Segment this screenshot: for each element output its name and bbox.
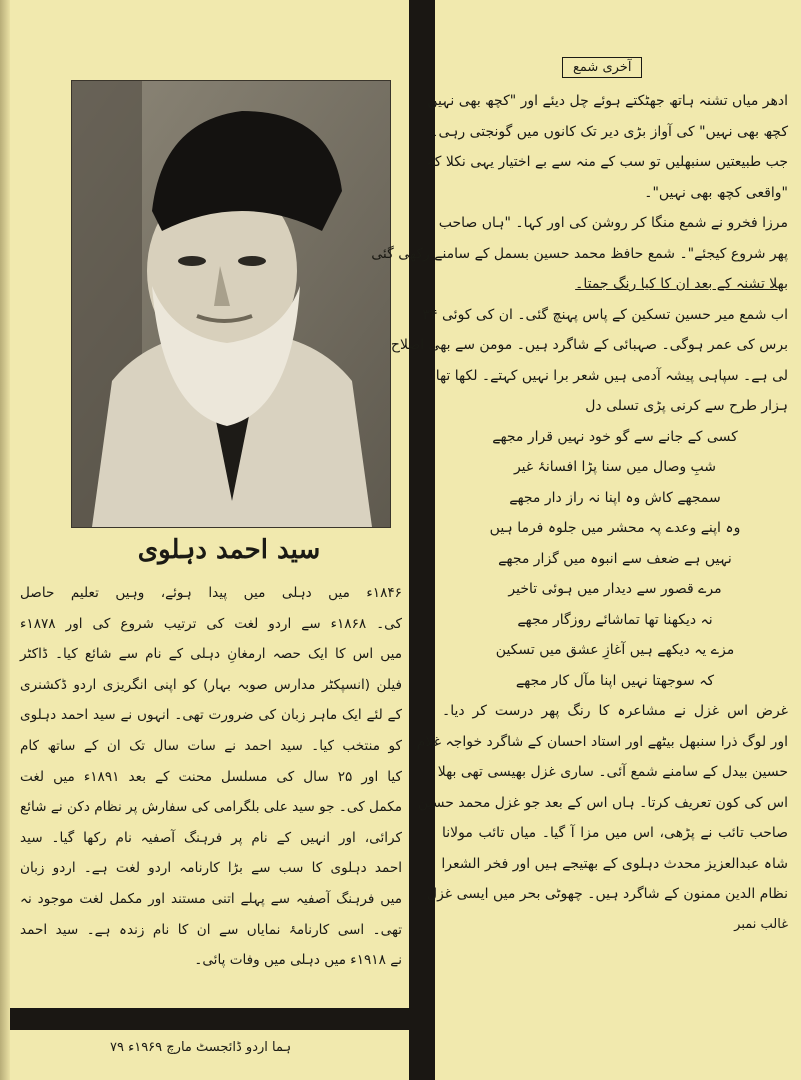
biography-line: تھی۔ اسی کارنامۂ نمایاں سے ان کا نام زندہ ہے۔ سید احمد bbox=[20, 921, 402, 938]
prose-line: شاہ عبدالعزیز محدث دہلوی کے بھتیجے ہیں اور فخر الشعرا bbox=[441, 855, 788, 872]
prose-line: غرض اس غزل نے مشاعرہ کا رنگ پھر درست کر دیا۔ bbox=[442, 703, 788, 719]
verse-line: مرے قصور سے دیدار میں ہوئی تاخیر bbox=[508, 581, 722, 597]
prose-line: اور لوگ ذرا سنبھل بیٹھے اور استاد احسان کے شاگرد خواجہ غلام bbox=[416, 733, 788, 750]
portrait-photo bbox=[71, 80, 391, 528]
verse-line: شبِ وصال میں سنا پڑا افسانۂ غیر bbox=[513, 459, 717, 475]
biography-line: ۱۸۴۶ء میں دہلی میں پیدا ہوئے، وہیں تعلیم حاصل bbox=[20, 585, 402, 601]
prose-line: حسین بیدل کے سامنے شمع آئی۔ ساری غزل بھیسی تھی بھلا bbox=[437, 764, 788, 780]
page-binding-edge bbox=[0, 0, 10, 1080]
prose-line: ادھر میاں تشنہ ہاتھ جھٹکتے ہوئے چل دیئے اور "کچھ بھی نہیں bbox=[427, 93, 788, 109]
verse-line: نہ دیکھنا تھا تماشائے روزگار مجھے bbox=[517, 611, 713, 628]
biography-line: میں فرہنگ آصفیہ سے پہلے اتنی مستند اور مکمل لغت موجود نہ bbox=[20, 890, 402, 907]
section-header: آخری شمع bbox=[562, 57, 642, 78]
verse-line: نہیں ہے ضعف سے انبوہ میں گزار مجھے bbox=[498, 550, 732, 567]
prose-line: پھر شروع کیجئے"۔ شمع حافظ محمد حسین بسمل کے سامنے رکھی گئی bbox=[371, 245, 788, 262]
signature-line: غالب نمبر bbox=[734, 916, 788, 932]
prose-line: اس کی کون تعریف کرتا۔ ہاں اس کے بعد جو غزل محمد حسین bbox=[417, 794, 788, 811]
verse-line: وہ اپنے وعدے پہ محشر میں جلوہ فرما ہیں bbox=[489, 520, 741, 536]
verse-line: مزے یہ دیکھے ہیں آغازِ عشق میں تسکین bbox=[495, 642, 735, 658]
verse-line: سمجھے کاش وہ اپنا نہ راز دار مجھے bbox=[509, 489, 721, 506]
prose-line: مرزا فخرو نے شمع منگا کر روشن کی اور کہا۔ "ہاں صاحب bbox=[438, 215, 788, 231]
prose-line: "واقعی کچھ بھی نہیں"۔ bbox=[644, 184, 788, 201]
prose-line: نظام الدین ممنون کے شاگرد ہیں۔ چھوٹی بحر میں ایسی غزل bbox=[426, 886, 788, 902]
bottom-rule bbox=[10, 1008, 409, 1030]
biography-line: نے ۱۹۱۸ء میں دہلی میں وفات پائی۔ bbox=[194, 952, 402, 969]
biography-line: فیلن (انسپکٹر مدارس صوبہ بہار) کو اپنی انگریزی اردو ڈکشنری bbox=[20, 676, 402, 693]
biography-line: کو منتخب کیا۔ سید احمد نے سات سال تک ان کے ساتھ کام bbox=[20, 737, 402, 754]
page-footer: ہما اردو ڈائجسٹ مارچ ۱۹۶۹ء ۷۹ bbox=[110, 1040, 292, 1055]
portrait-illustration bbox=[72, 81, 390, 527]
verse-line: کسی کے جانے سے گو خود نہیں قرار مجھے bbox=[492, 428, 738, 445]
prose-line: برس کی عمر ہوگی۔ صہبائی کے شاگرد ہیں۔ مومن سے بھی اصلاح bbox=[390, 337, 788, 353]
prose-line: صاحب تائب نے پڑھی، اس میں مزا آ گیا۔ میاں تائب مولانا bbox=[442, 825, 788, 841]
prose-line: اب شمع میر حسین تسکین کے پاس پہنچ گئی۔ ان کی کوئی ۳۴ bbox=[422, 306, 788, 323]
biography-line: میں اس کا ایک حصہ ارمغانِ دہلی کے نام سے شائع کیا۔ ڈاکٹر bbox=[20, 646, 402, 663]
prose-line: ہزار طرح سے کرنی پڑی تسلی دل bbox=[585, 398, 788, 414]
prose-line: لی ہے۔ سپاہی پیشہ آدمی ہیں شعر برا نہیں کہتے۔ لکھا تھا۔ bbox=[427, 367, 788, 384]
biography-line: مکمل کی۔ جو سید علی بلگرامی کی سفارش پر نظام دکن نے شائع bbox=[20, 799, 402, 816]
biography-line: کی۔ ۱۸۶۸ء سے اردو لغت کی ترتیب شروع کی اور ۱۸۷۸ء bbox=[20, 615, 402, 632]
biography-line: کیا اور ۲۵ سال کی مسلسل محنت کے بعد ۱۸۹۱ء میں لغت bbox=[20, 768, 402, 785]
verse-line: کہ سوجھتا نہیں اپنا مآل کار مجھے bbox=[515, 672, 715, 689]
prose-line: کچھ بھی نہیں" کی آواز بڑی دیر تک کانوں میں گونجتی رہی۔ bbox=[430, 123, 788, 140]
prose-line: بھلا تشنہ کے بعد ان کا کیا رنگ جمتا۔ bbox=[575, 276, 788, 292]
prose-line: جب طبیعتیں سنبھلیں تو سب کے منہ سے بے اختیار یہی نکلا کہ bbox=[426, 154, 788, 170]
biography-line: کے لئے ایک ماہر زبان کی ضرورت تھی۔ انہوں نے سید احمد دہلوی bbox=[20, 707, 402, 724]
photo-caption: سید احمد دہلوی bbox=[137, 535, 321, 565]
biography-line: احمد دہلوی کا سب سے بڑا کارنامہ اردو لغت ہے۔ اردو زبان bbox=[20, 860, 402, 877]
article-text bbox=[371, 86, 788, 940]
biography-text bbox=[20, 578, 402, 976]
biography-line: کرائی، اور انہیں کے نام پر فرہنگ آصفیہ نام رکھا گیا۔ سید bbox=[20, 829, 402, 846]
